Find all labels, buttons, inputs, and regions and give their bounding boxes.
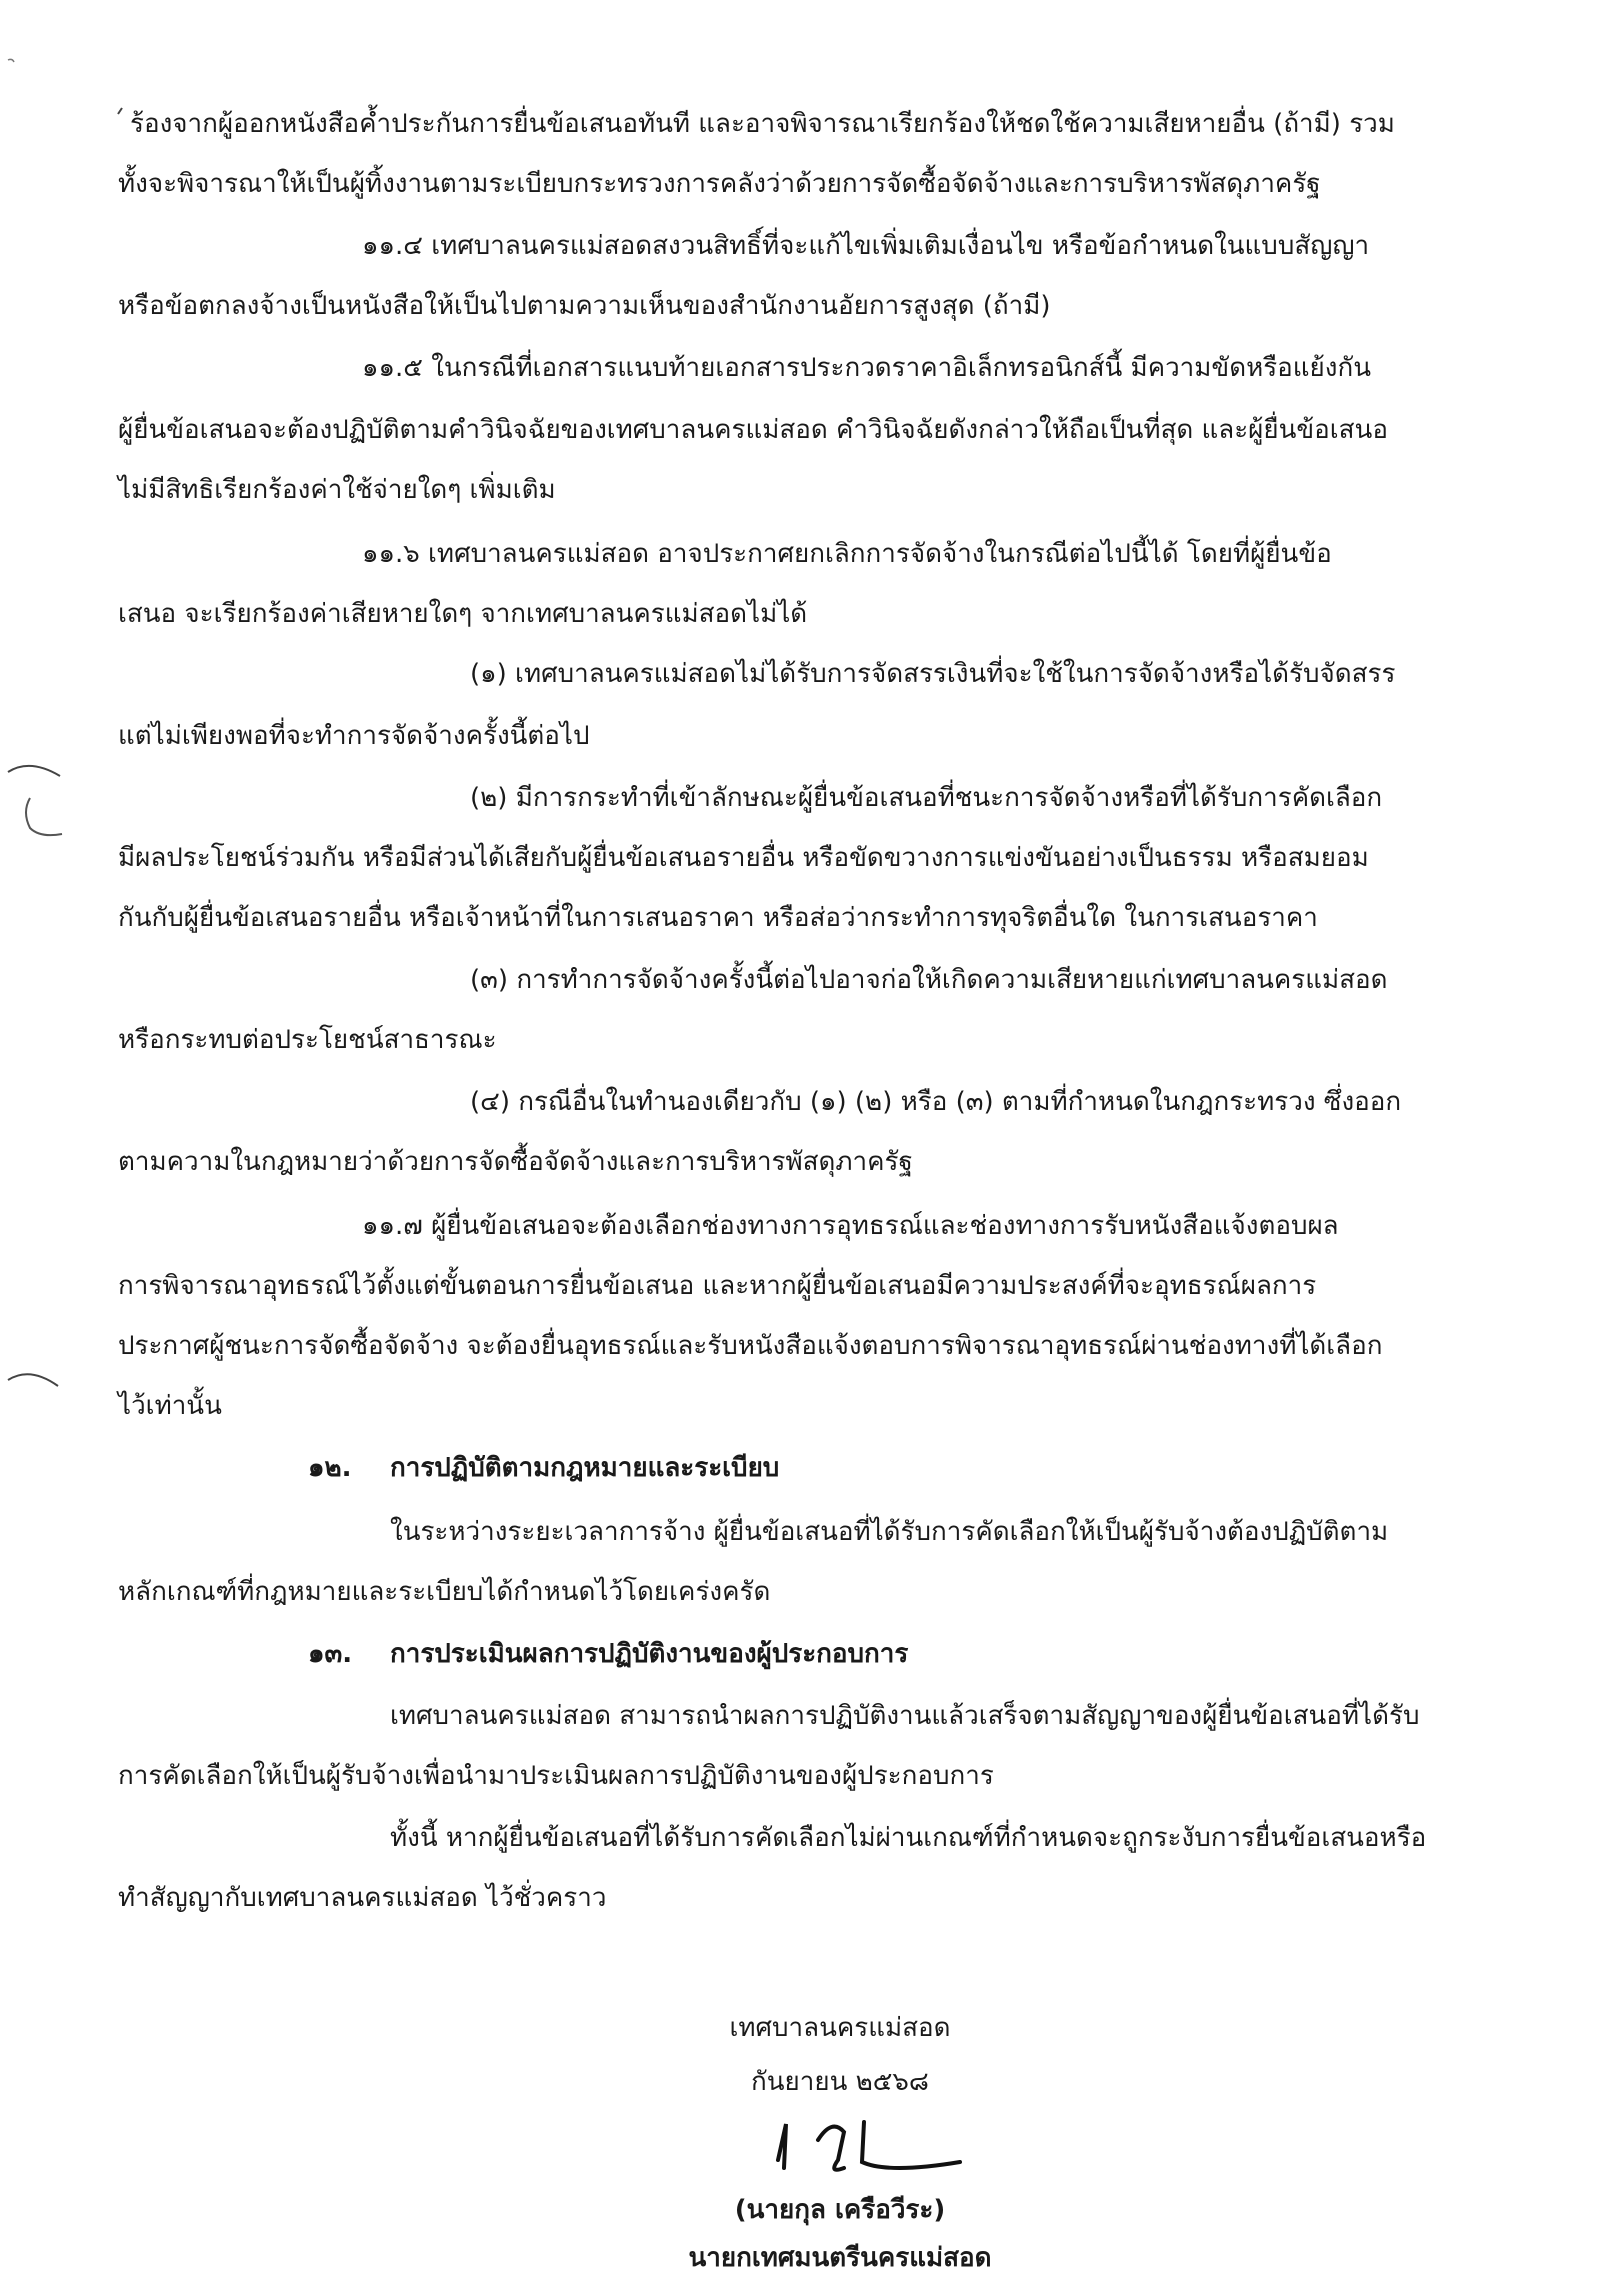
body-line-06: ผู้ยื่นข้อเสนอจะต้องปฏิบัติตามคำวินิจฉัยของเทศบาลนครแม่สอด คำวินิจฉัยดังกล่าวให้ถือเป็นที่สุด และผู้ยื่นข้อเสนอ — [118, 415, 1388, 445]
body-line-21: ประกาศผู้ชนะการจัดซื้อจัดจ้าง จะต้องยื่นอุทธรณ์และรับหนังสือแจ้งตอบการพิจารณาอุทธรณ์ผ่านช่องทางที่ได้เลือก — [118, 1331, 1383, 1361]
clause-11-4: ๑๑.๔ เทศบาลนครแม่สอดสงวนสิทธิ์ที่จะแก้ไขเพิ่มเติมเงื่อนไข หรือข้อกำหนดในแบบสัญญา — [362, 231, 1370, 261]
signatory-name: (นายกุล เครือวีระ) — [734, 2195, 946, 2225]
body-line-01: ร้องจากผู้ออกหนังสือค้ำประกันการยื่นข้อเสนอทันที และอาจพิจารณาเรียกร้องให้ชดใช้ความเสียหายอื่น (ถ้ามี) รวม — [130, 109, 1395, 139]
clause-11-7: ๑๑.๗ ผู้ยื่นข้อเสนอจะต้องเลือกช่องทางการอุทธรณ์และช่องทางการรับหนังสือแจ้งตอบผล — [362, 1211, 1339, 1241]
body-line-04: หรือข้อตกลงจ้างเป็นหนังสือให้เป็นไปตามความเห็นของสำนักงานอัยการสูงสุด (ถ้ามี) — [118, 291, 1051, 321]
section-13-number: ๑๓. — [308, 1639, 353, 1669]
item-2: (๒) มีการกระทำที่เข้าลักษณะผู้ยื่นข้อเสนอที่ชนะการจัดจ้างหรือที่ได้รับการคัดเลือก — [470, 783, 1383, 813]
body-line-07: ไม่มีสิทธิเรียกร้องค่าใช้จ่ายใดๆ เพิ่มเติม — [118, 475, 556, 505]
section-12-title: การปฏิบัติตามกฎหมายและระเบียบ — [390, 1453, 780, 1483]
body-line-14: กันกับผู้ยื่นข้อเสนอรายอื่น หรือเจ้าหน้าที่ในการเสนอราคา หรือส่อว่ากระทำการทุจริตอื่นใด ในการเสนอราคา — [118, 903, 1318, 933]
section-12-number: ๑๒. — [308, 1453, 352, 1483]
signature-date: กันยายน ๒๕๖๘ — [750, 2067, 929, 2097]
body-line-13: มีผลประโยชน์ร่วมกัน หรือมีส่วนได้เสียกับผู้ยื่นข้อเสนอรายอื่น หรือขัดขวางการแข่งขันอย่างเป็นธรรม หรือสมยอม — [118, 843, 1369, 873]
clause-11-5: ๑๑.๕ ในกรณีที่เอกสารแนบท้ายเอกสารประกวดราคาอิเล็กทรอนิกส์นี้ มีความขัดหรือแย้งกัน — [362, 353, 1371, 383]
body-line-18: ตามความในกฎหมายว่าด้วยการจัดซื้อจัดจ้างและการบริหารพัสดุภาครัฐ — [118, 1147, 913, 1177]
signature-org: เทศบาลนครแม่สอด — [729, 2013, 951, 2043]
body-line-16: หรือกระทบต่อประโยชน์สาธารณะ — [118, 1025, 497, 1055]
body-line-09: เสนอ จะเรียกร้องค่าเสียหายใดๆ จากเทศบาลนครแม่สอดไม่ได้ — [118, 599, 808, 629]
body-line-25: เทศบาลนครแม่สอด สามารถนำผลการปฏิบัติงานแล้วเสร็จตามสัญญาของผู้ยื่นข้อเสนอที่ได้รับ — [390, 1701, 1420, 1731]
scan-mark-left-middle — [0, 750, 70, 850]
body-line-24: หลักเกณฑ์ที่กฎหมายและระเบียบได้กำหนดไว้โดยเคร่งครัด — [118, 1577, 771, 1607]
body-line-27: ทั้งนี้ หากผู้ยื่นข้อเสนอที่ได้รับการคัดเลือกไม่ผ่านเกณฑ์ที่กำหนดจะถูกระงับการยื่นข้อเสนอหรือ — [390, 1823, 1427, 1853]
body-line-02: ทั้งจะพิจารณาให้เป็นผู้ทิ้งงานตามระเบียบกระทรวงการคลังว่าด้วยการจัดซื้อจัดจ้างและการบริหารพัสดุภาครัฐ — [118, 169, 1321, 199]
item-4: (๔) กรณีอื่นในทำนองเดียวกับ (๑) (๒) หรือ (๓) ตามที่กำหนดในกฎกระทรวง ซึ่งออก — [470, 1087, 1402, 1117]
item-1: (๑) เทศบาลนครแม่สอดไม่ได้รับการจัดสรรเงินที่จะใช้ในการจัดจ้างหรือได้รับจัดสรร — [470, 659, 1396, 689]
body-line-23: ในระหว่างระยะเวลาการจ้าง ผู้ยื่นข้อเสนอที่ได้รับการคัดเลือกให้เป็นผู้รับจ้างต้องปฏิบัติตาม — [390, 1517, 1389, 1547]
scan-mark-left-lower — [0, 1360, 70, 1400]
body-line-28: ทำสัญญากับเทศบาลนครแม่สอด ไว้ชั่วคราว — [118, 1883, 607, 1913]
handwritten-signature — [760, 2102, 1000, 2192]
body-line-26: การคัดเลือกให้เป็นผู้รับจ้างเพื่อนำมาประเมินผลการปฏิบัติงานของผู้ประกอบการ — [118, 1761, 994, 1791]
clause-11-6: ๑๑.๖ เทศบาลนครแม่สอด อาจประกาศยกเลิกการจัดจ้างในกรณีต่อไปนี้ได้ โดยที่ผู้ยื่นข้อ — [362, 539, 1332, 569]
signatory-position: นายกเทศมนตรีนครแม่สอด — [688, 2243, 992, 2273]
item-3: (๓) การทำการจัดจ้างครั้งนี้ต่อไปอาจก่อให้เกิดความเสียหายแก่เทศบาลนครแม่สอด — [470, 965, 1388, 995]
scan-mark-top — [0, 0, 140, 140]
body-line-20: การพิจารณาอุทธรณ์ไว้ตั้งแต่ขั้นตอนการยื่นข้อเสนอ และหากผู้ยื่นข้อเสนอมีความประสงค์ที่จะอุทธรณ์ผลการ — [118, 1271, 1317, 1301]
body-line-11: แต่ไม่เพียงพอที่จะทำการจัดจ้างครั้งนี้ต่อไป — [118, 721, 590, 751]
body-line-22: ไว้เท่านั้น — [118, 1391, 222, 1421]
section-13-title: การประเมินผลการปฏิบัติงานของผู้ประกอบการ — [390, 1639, 909, 1669]
